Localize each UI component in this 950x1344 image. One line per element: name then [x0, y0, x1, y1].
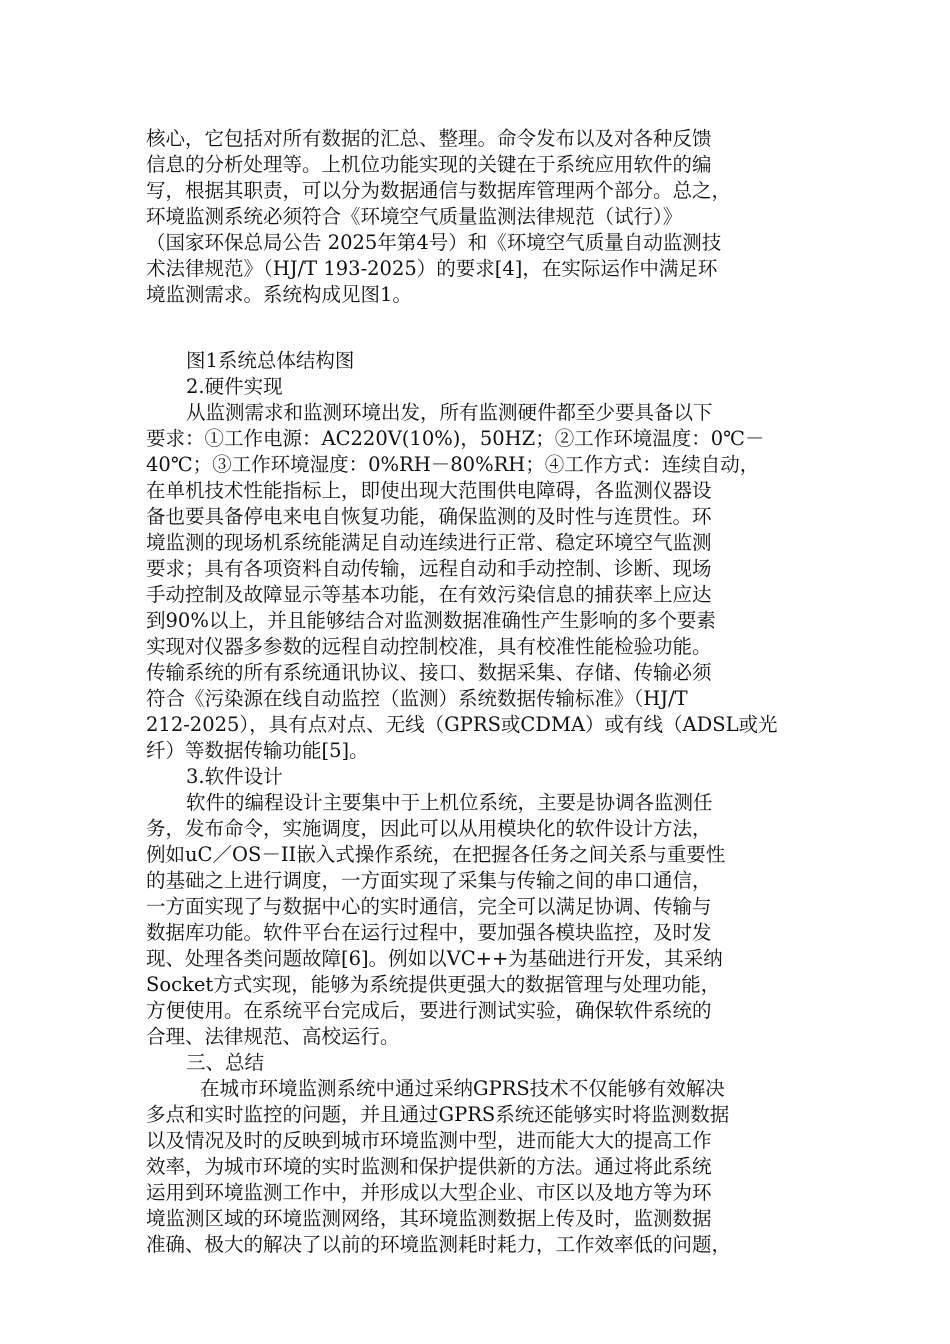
body-text-line: 合理、法律规范、高校运行。 — [146, 1025, 400, 1048]
body-text-line: 核心，它包括对所有数据的汇总、整理。命令发布以及对各种反馈 — [146, 127, 712, 150]
body-text-line: 准确、极大的解决了以前的环境监测耗时耗力，工作效率低的问题， — [146, 1233, 732, 1256]
body-text-line: 要求；具有各项资料自动传输，远程自动和手动控制、诊断、现场 — [146, 557, 712, 580]
body-text-line: 要求：①工作电源：AC220V(10%)，50HZ；②工作环境温度：0℃－ — [146, 427, 765, 450]
section-heading: 三、总结 — [186, 1051, 265, 1074]
body-text-line: 40℃；③工作环境湿度：0%RH－80%RH；④工作方式：连续自动， — [146, 453, 760, 476]
body-text-line: 一方面实现了与数据中心的实时通信，完全可以满足协调、传输与 — [146, 895, 712, 918]
body-text-line: 现、处理各类问题故障[6]。例如以VC++为基础进行开发，其采纳 — [146, 947, 723, 970]
body-text-line: 写，根据其职责，可以分为数据通信与数据库管理两个部分。总之， — [146, 179, 732, 202]
body-text-line: 212-2025），具有点对点、无线（GPRS或CDMA）或有线（ADSL或光 — [146, 713, 778, 736]
body-text-line: 实现对仪器多参数的远程自动控制校准，具有校准性能检验功能。 — [146, 635, 712, 658]
body-text-line: 以及情况及时的反映到城市环境监测中型，进而能大大的提高工作 — [146, 1129, 712, 1152]
body-text-line: 纤）等数据传输功能[5]。 — [146, 739, 369, 762]
body-text-line: 软件的编程设计主要集中于上机位系统，主要是协调各监测任 — [186, 791, 713, 814]
body-text-line: 到90%以上，并且能够结合对监测数据准确性产生影响的多个要素 — [146, 609, 716, 632]
body-text-line: 数据库功能。软件平台在运行过程中，要加强各模块监控，及时发 — [146, 921, 712, 944]
body-text-line: 境监测需求。系统构成见图1。 — [146, 283, 412, 306]
figure-caption: 图1系统总体结构图 — [186, 349, 355, 372]
body-text-line: 术法律规范》（HJ/T 193-2025）的要求[4]，在实际运作中满足环 — [146, 257, 718, 280]
body-text-line: 手动控制及故障显示等基本功能，在有效污染信息的捕获率上应达 — [146, 583, 712, 606]
body-text-line: 传输系统的所有系统通讯协议、接口、数据采集、存储、传输必须 — [146, 661, 712, 684]
body-text-line: 的基础之上进行调度，一方面实现了采集与传输之间的串口通信， — [146, 869, 712, 892]
body-text-line: 备也要具备停电来电自恢复功能，确保监测的及时性与连贯性。环 — [146, 505, 712, 528]
body-text-line: 例如uC／OS－II嵌入式操作系统，在把握各任务之间关系与重要性 — [146, 843, 726, 866]
body-text-line: 运用到环境监测工作中，并形成以大型企业、市区以及地方等为环 — [146, 1181, 712, 1204]
body-text-line: Socket方式实现，能够为系统提供更强大的数据管理与处理功能， — [146, 973, 721, 996]
body-text-line: 在单机技术性能指标上，即使出现大范围供电障碍，各监测仪器设 — [146, 479, 712, 502]
body-text-line: 从监测需求和监测环境出发，所有监测硬件都至少要具备以下 — [186, 401, 713, 424]
body-text-line: 符合《污染源在线自动监控（监测）系统数据传输标准》（HJ/T — [146, 687, 688, 710]
body-text-line: 多点和实时监控的问题，并且通过GPRS系统还能够实时将监测数据 — [146, 1103, 730, 1126]
section-heading: 2.硬件实现 — [186, 375, 283, 398]
body-text-line: 效率，为城市环境的实时监测和保护提供新的方法。通过将此系统 — [146, 1155, 712, 1178]
body-text-line: （国家环保总局公告 2025年第4号）和《环境空气质量自动监测技 — [146, 231, 722, 254]
body-text-line: 环境监测系统必须符合《环境空气质量监测法律规范（试行）》 — [146, 205, 683, 228]
section-heading: 3.软件设计 — [186, 765, 283, 788]
body-text-line: 信息的分析处理等。上机位功能实现的关键在于系统应用软件的编 — [146, 153, 712, 176]
body-text-line: 在城市环境监测系统中通过采纳GPRS技术不仅能够有效解决 — [200, 1077, 725, 1100]
body-text-line: 境监测区域的环境监测网络，其环境监测数据上传及时，监测数据 — [146, 1207, 712, 1230]
body-text-line: 务，发布命令，实施调度，因此可以从用模块化的软件设计方法， — [146, 817, 712, 840]
body-text-line: 境监测的现场机系统能满足自动连续进行正常、稳定环境空气监测 — [146, 531, 712, 554]
body-text-line: 方便使用。在系统平台完成后，要进行测试实验，确保软件系统的 — [146, 999, 712, 1022]
